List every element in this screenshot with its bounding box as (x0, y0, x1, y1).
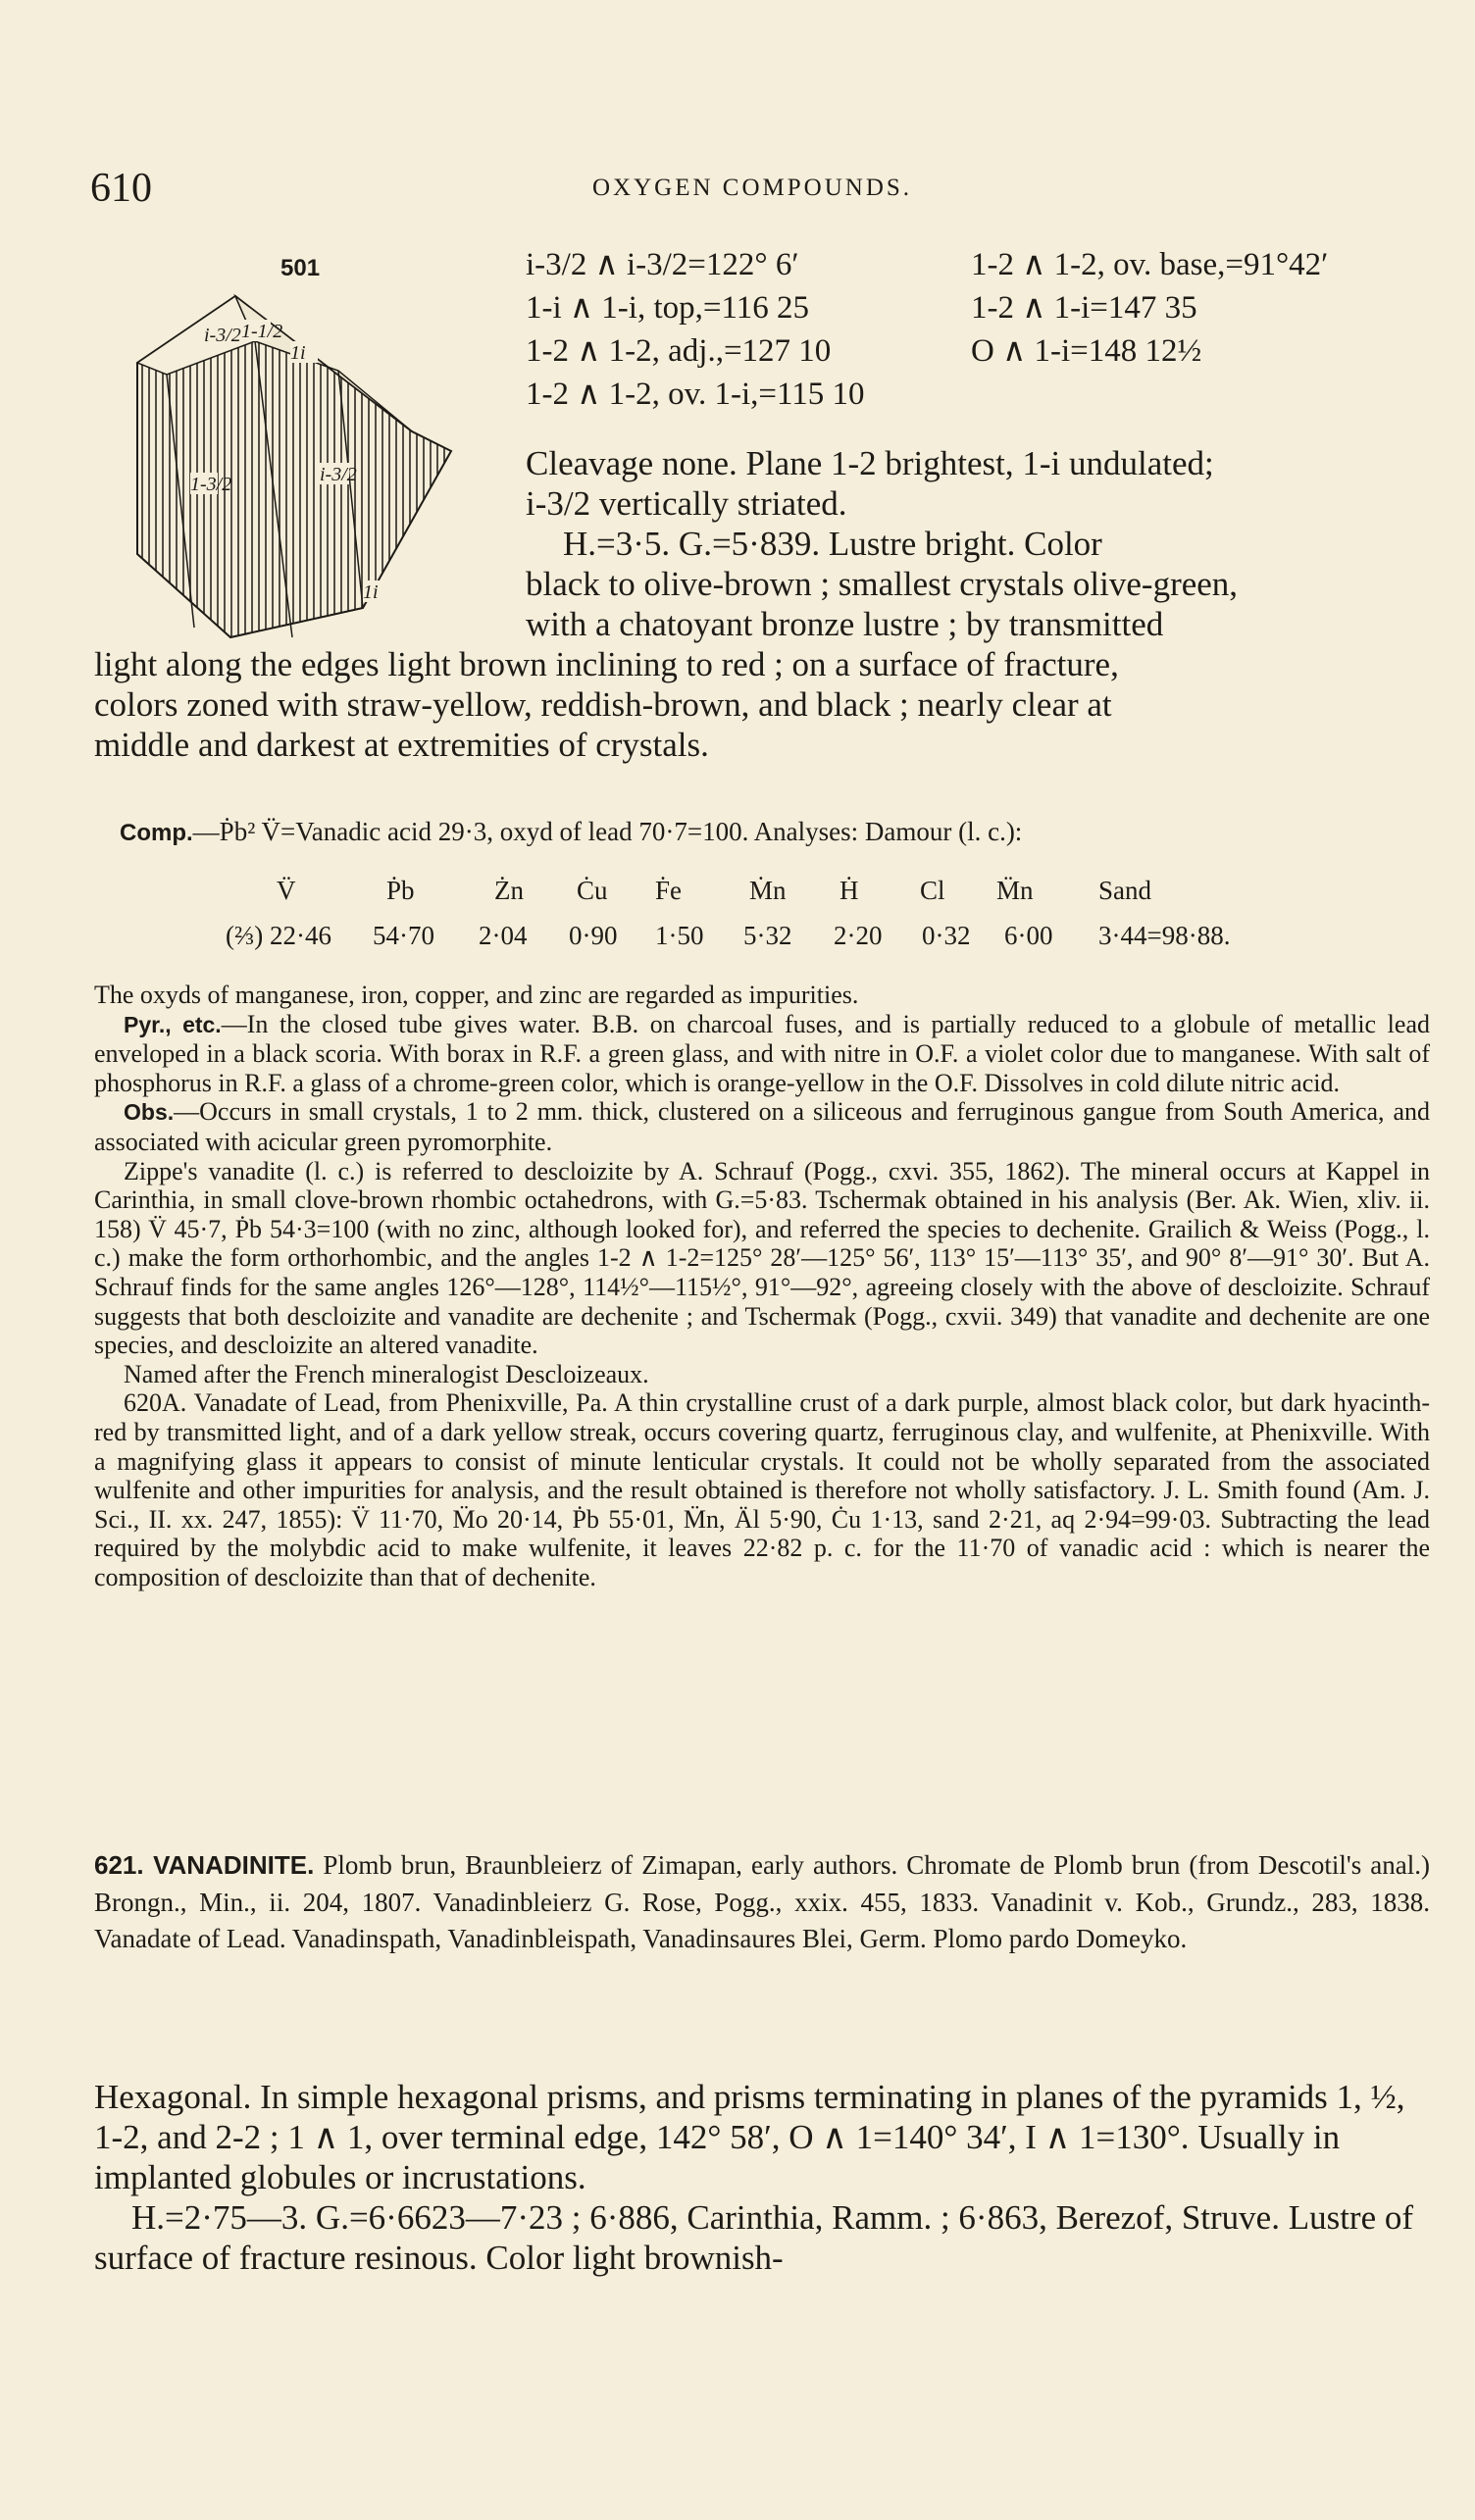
synonymy-text: Plomb brun, Braunbleierz of Zimapan, early authors. Chromate de Plomb brun (from Descotil's anal.) Brongn., Min., ii. 204, 1807. Vanadinbleierz G. Rose, Pogg., xxix. 455, 1833. Vanadinit v. Kob., Grundz., 283, 1838. Vanadate of Lead. Vanadinspath, Vanadinbleispath, Vanadinsaures Blei, Germ. Plomo pardo Domeyko. (94, 1850, 1431, 1953)
page-number: 610 (90, 166, 152, 211)
angle-left: i-3/2 ∧ i-3/2=122° 6′ (526, 247, 799, 282)
analysis-header: Ċu (577, 876, 608, 905)
description-paragraph: Hexagonal. In simple hexagonal prisms, and prisms terminating in planes of the pyramids 1, ½, 1-2, and 2-2 ; 1 ∧ 1, over terminal edge, 142° 58′, O ∧ 1=140° 34′, I ∧ 1=130°. Usually in implanted globules or incrustations. (94, 2078, 1405, 2196)
running-title: OXYGEN COMPOUNDS. (592, 175, 913, 201)
angle-table (526, 243, 1448, 416)
description-paragraph: H.=2·75—3. G.=6·6623—7·23 ; 6·886, Carinthia, Ramm. ; 6·863, Berezof, Struve. Lustre of surface of fracture resinous. Color light brownish- (94, 2198, 1414, 2277)
analysis-header: Sand (1098, 876, 1151, 905)
note-paragraph (94, 981, 1430, 1010)
analysis-header: M̈n (996, 876, 1034, 905)
analysis-header: Ṗb (386, 876, 415, 905)
analysis-value: 3·44=98·88. (1098, 921, 1231, 950)
description-line: middle and darkest at extremities of crystals. (94, 726, 709, 764)
analysis-value: (⅔) 22·46 (226, 921, 331, 950)
note-paragraph (94, 1097, 1430, 1156)
angle-left: 1-2 ∧ 1-2, adj.,=127 10 (526, 333, 832, 369)
figure-label-mid-side: i-3/2 (320, 464, 357, 485)
description-line: black to olive-brown ; smallest crystals olive-green, (526, 565, 1239, 603)
analysis-value: 5·32 (743, 921, 792, 950)
composition-text: —Ṗb² V̈=Vanadic acid 29·3, oxyd of lead 70·7=100. Analyses: Damour (l. c.): (192, 817, 1023, 846)
note-paragraph (94, 1157, 1430, 1360)
figure-label-top-b: 1-1/2 (241, 321, 283, 342)
description-line: with a chatoyant bronze lustre ; by transmitted (526, 605, 1164, 643)
running-head (90, 165, 1385, 214)
angle-row (526, 243, 1448, 286)
angle-right: O ∧ 1-i=148 12½ (971, 333, 1202, 369)
angle-row (526, 373, 1448, 416)
note-text: —Occurs in small crystals, 1 to 2 mm. thick, clustered on a siliceous and ferruginous gangue from South America, and associated with acicular green pyromorphite. (94, 1097, 1430, 1156)
section-621 (94, 1847, 1430, 1958)
analysis-header: Ṁn (749, 876, 787, 905)
description-line: Cleavage none. Plane 1-2 brightest, 1-i undulated; (526, 444, 1214, 482)
notes-block (94, 981, 1430, 1591)
angle-row (526, 286, 1448, 329)
composition-line (120, 817, 1414, 847)
figure-label-top-c: 1i (290, 342, 306, 364)
analysis-value: 1·50 (655, 921, 704, 950)
angle-right: 1-2 ∧ 1-2, ov. base,=91°42′ (971, 247, 1329, 282)
figure-number: 501 (280, 255, 321, 281)
description-line: light along the edges light brown inclining to red ; on a surface of fracture, (94, 645, 1119, 683)
section-621-paragraph (94, 1847, 1430, 1958)
analysis-value: 54·70 (373, 921, 434, 950)
angle-row (526, 329, 1448, 373)
description-line: colors zoned with straw-yellow, reddish-brown, and black ; nearly clear at (94, 685, 1112, 724)
figure-label-left-side: 1-3/2 (190, 474, 232, 495)
analysis-value-row (212, 921, 1340, 966)
note-text: 620A. Vanadate of Lead, from Phenixville, Pa. A thin crystalline crust of a dark purple, almost black color, but dark hyacinth-red by transmitted light, and of a dark yellow streak, occurs covering quartz, ferruginous clay, and wulfenite, at Phenixville. With a magnifying glass it appears to consist of minute lenticular crystals. It could not be wholly separated from the associated wulfenite and other impurities for analysis, and the result obtained is therefore not wholly satisfactory. J. L. Smith found (Am. J. Sci., II. xx. 247, 1855): V̈ 11·70, M̈o 20·14, Ṗb 55·01, M̈n, Äl 5·90, Ċu 1·13, sand 2·21, aq 2·94=99·03. Subtracting the lead required by the molybdic acid to make wulfenite, it leaves 22·82 p. c. for the 11·70 of vanadic acid : which is nearer the composition of descloizite than that of dechenite. (94, 1388, 1430, 1591)
description-line: i-3/2 vertically striated. (526, 484, 847, 523)
description-line: H.=3·5. G.=5·839. Lustre bright. Color (563, 525, 1102, 563)
analysis-header: Cl (920, 876, 945, 905)
figure-label-lower: 1i (363, 581, 379, 603)
section-heading: 621. VANADINITE. (94, 1850, 315, 1880)
analysis-table (212, 876, 1340, 966)
analysis-value: 0·32 (922, 921, 971, 950)
note-text: Zippe's vanadite (l. c.) is referred to descloizite by A. Schrauf (Pogg., cxvi. 355, 1862). The mineral occurs at Kappel in Carinthia, in small clove-brown rhombic octahedrons, with G.=5·83. Tschermak obtained in his analysis (Ber. Ak. Wien, xliv. ii. 158) V̈ 45·7, Ṗb 54·3=100 (with no zinc, although looked for), and referred the species to dechenite. Grailich & Weiss (Pogg., l. c.) make the form orthorhombic, and the angles 1-2 ∧ 1-2=125° 28′—125° 56′, 113° 15′—113° 35′, and 90° 8′—91° 30′. But A. Schrauf finds for the same angles 126°—128°, 114½°—115½°, 91°—92°, agreeing closely with the above of descloizite. Schrauf suggests that both descloizite and vanadite are dechenite ; and Tschermak (Pogg., cxvii. 349) that vanadite and dechenite are one species, and descloizite an altered vanadite. (94, 1156, 1430, 1360)
angle-left: 1-2 ∧ 1-2, ov. 1-i,=115 10 (526, 377, 865, 412)
analysis-header: Żn (494, 876, 524, 905)
analysis-header: Ḟe (655, 876, 682, 905)
angle-right: 1-2 ∧ 1-i=147 35 (971, 290, 1197, 326)
figure-label-top-a: i-3/2 (204, 325, 241, 346)
analysis-value: 0·90 (569, 921, 618, 950)
note-paragraph (94, 1388, 1430, 1591)
physical-description (94, 443, 1428, 765)
note-text: —In the closed tube gives water. B.B. on charcoal fuses, and is partially reduced to a globule of metallic lead enveloped in a black scoria. With borax in R.F. a green glass, and with nitre in O.F. a violet color due to manganese. With salt of phosphorus in R.F. a glass of a chrome-green color, which is orange-yellow in the O.F. Dissolves in cold dilute nitric acid. (94, 1009, 1430, 1097)
note-lead: Obs. (124, 1099, 175, 1126)
note-paragraph (94, 1010, 1430, 1098)
angle-left: 1-i ∧ 1-i, top,=116 25 (526, 290, 810, 326)
note-lead: Pyr., etc. (124, 1011, 222, 1037)
vanadinite-description (94, 2077, 1428, 2278)
note-paragraph (94, 1360, 1430, 1389)
note-text: Named after the French mineralogist Descloizeaux. (124, 1359, 649, 1388)
composition-label: Comp. (120, 820, 193, 846)
analysis-value: 2·20 (834, 921, 883, 950)
note-text: The oxyds of manganese, iron, copper, and zinc are regarded as impurities. (94, 981, 859, 1009)
analysis-header: Ḣ (839, 876, 859, 905)
analysis-value: 2·04 (479, 921, 528, 950)
analysis-value: 6·00 (1004, 921, 1053, 950)
analysis-header-row (212, 876, 1340, 921)
analysis-header: V̈ (277, 876, 296, 905)
